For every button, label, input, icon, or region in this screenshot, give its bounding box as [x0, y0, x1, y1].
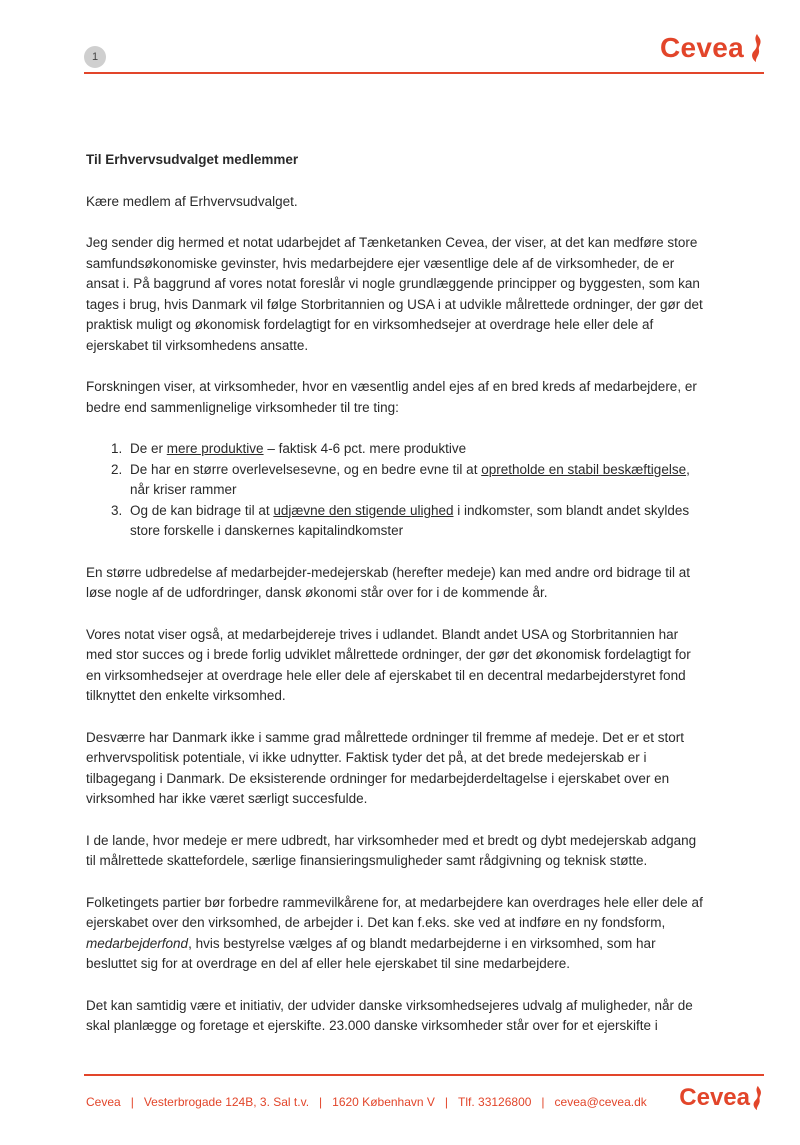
- footer-logo: [679, 1084, 764, 1112]
- link-stabil-beskaeftigelse[interactable]: opretholde en stabil beskæftigelse: [481, 461, 687, 477]
- footer-separator: |: [444, 1095, 449, 1109]
- paragraph-5: Desværre har Danmark ikke i samme grad målrettede ordninger til fremme af medeje. Det er et stort erhvervspolitisk potentiale, vi ikke udnytter. Faktisk tyder det på, at det brede medejerskab er i tilbagegang i Danmark. De eksisterende ordninger for medarbejderdeltagelse i ejerskabet over en virksomhed har ikke været særligt succesfulde.: [86, 729, 684, 806]
- flame-icon: [748, 33, 764, 63]
- paragraph-1: Jeg sender dig hermed et notat udarbejdet af Tænketanken Cevea, der viser, at det kan medføre store samfundsøkonomiske gevinster, hvis medarbejdere ejer væsentlige dele af de virksomheder, de er ansat i. På baggrund af vores notat foreslår vi nogle grundlæggende principper og byggesten, som kan tages i brug, hvis Danmark vil følge Storbritannien og USA i at udvikle målrettede ordninger, der gør det praktisk muligt og økonomisk fordelagtigt for en virksomhedsejer at overdrage hele eller dele af ejerskabet til virksomhedens ansatte.: [86, 235, 703, 353]
- footer-org: Cevea: [86, 1095, 121, 1109]
- list-item: 2. De har en større overlevelsesevne, og en bedre evne til at opretholde en stabil beskæftigelse, når kriser rammer: [126, 460, 706, 501]
- link-mere-produktive[interactable]: mere produktive: [166, 441, 264, 456]
- footer-separator: |: [130, 1095, 134, 1109]
- paragraph-3: En større udbredelse af medarbejder-medejerskab (herefter medeje) kan med andre ord bidrage til at løse nogle af de udfordringer, dansk økonomi står over for i de kommende år.: [86, 564, 691, 600]
- link-ulighed[interactable]: udjævne den stigende ulighed: [273, 502, 454, 518]
- list-item: 3. Og de kan bidrage til at udjævne den stigende ulighed i indkomster, som blandt andet skyldes store forskelle i danskernes kapitalindkomster: [126, 501, 706, 542]
- footer-address: Vesterbrogade 124B, 3. Sal t.v.: [143, 1095, 310, 1109]
- page-number-badge: 1: [84, 46, 106, 68]
- footer-phone: Tlf. 33126800: [458, 1095, 532, 1109]
- emphasis-medarbejderfond: medarbejderfond: [86, 935, 189, 951]
- letter-heading: Til Erhvervsudvalget medlemmer: [86, 152, 299, 167]
- flame-icon: [750, 1085, 764, 1111]
- brand-wordmark: Cevea: [659, 32, 744, 63]
- letter-body: [86, 150, 706, 1058]
- footer-separator: |: [319, 1095, 323, 1109]
- paragraph-8: Det kan samtidig være et initiativ, der udvider danske virksomhedsejeres udvalg af muligheder, når de skal planlægge og foretage et ejerskifte. 23.000 danske virksomheder står over for et ejerskifte i: [86, 997, 693, 1033]
- header-divider: [84, 72, 764, 74]
- footer-brand-wordmark: Cevea: [679, 1084, 750, 1111]
- paragraph-7: Folketingets partier bør forbedre rammevilkårene for, at medarbejdere kan overdrages hele eller dele af ejerskabet over den virksomhed, de arbejder i. Det kan f.eks. ske ved at indføre en ny fondsform, medarbejderfond, hvis bestyrelse vælges af og blandt medarbejderne i en virksomhed, som har besluttet sig for at overdrage en del af eller hele ejerskabet til sine medarbejdere.: [86, 894, 703, 971]
- paragraph-4: Vores notat viser også, at medarbejdereje trives i udlandet. Blandt andet USA og Storbritannien har med stor succes og i brede forlig udviklet målrettede ordninger, der gør det økonomisk fordelagtigt for en virksomhedsejer at overdrage hele eller dele af ejerskabet til en decentral medarbejderstyret fond tilknyttet den enkelte virksomhed.: [86, 626, 691, 703]
- paragraph-6: I de lande, hvor medeje er mere udbredt, har virksomheder med et bredt og dybt medejerskab adgang til målrettede skattefordele, særlige finansieringsmuligheder samt rådgivning og teknisk støtte.: [86, 832, 697, 868]
- cevea-logo: [660, 32, 764, 64]
- footer-contact: [86, 1095, 647, 1109]
- footer-divider: [84, 1074, 764, 1076]
- list-item: 1. De er mere produktive – faktisk 4-6 pct. mere produktive: [126, 439, 706, 460]
- paragraph-2: Forskningen viser, at virksomheder, hvor en væsentlig andel ejes af en bred kreds af medarbejdere, er bedre end sammenlignelige virksomheder til tre ting:: [86, 379, 697, 415]
- footer-separator: |: [541, 1095, 545, 1109]
- footer-email[interactable]: cevea@cevea.dk: [554, 1095, 647, 1109]
- salutation: Kære medlem af Erhvervsudvalget.: [86, 193, 298, 209]
- footer-city: 1620 København V: [332, 1095, 435, 1109]
- benefits-list: [86, 439, 706, 542]
